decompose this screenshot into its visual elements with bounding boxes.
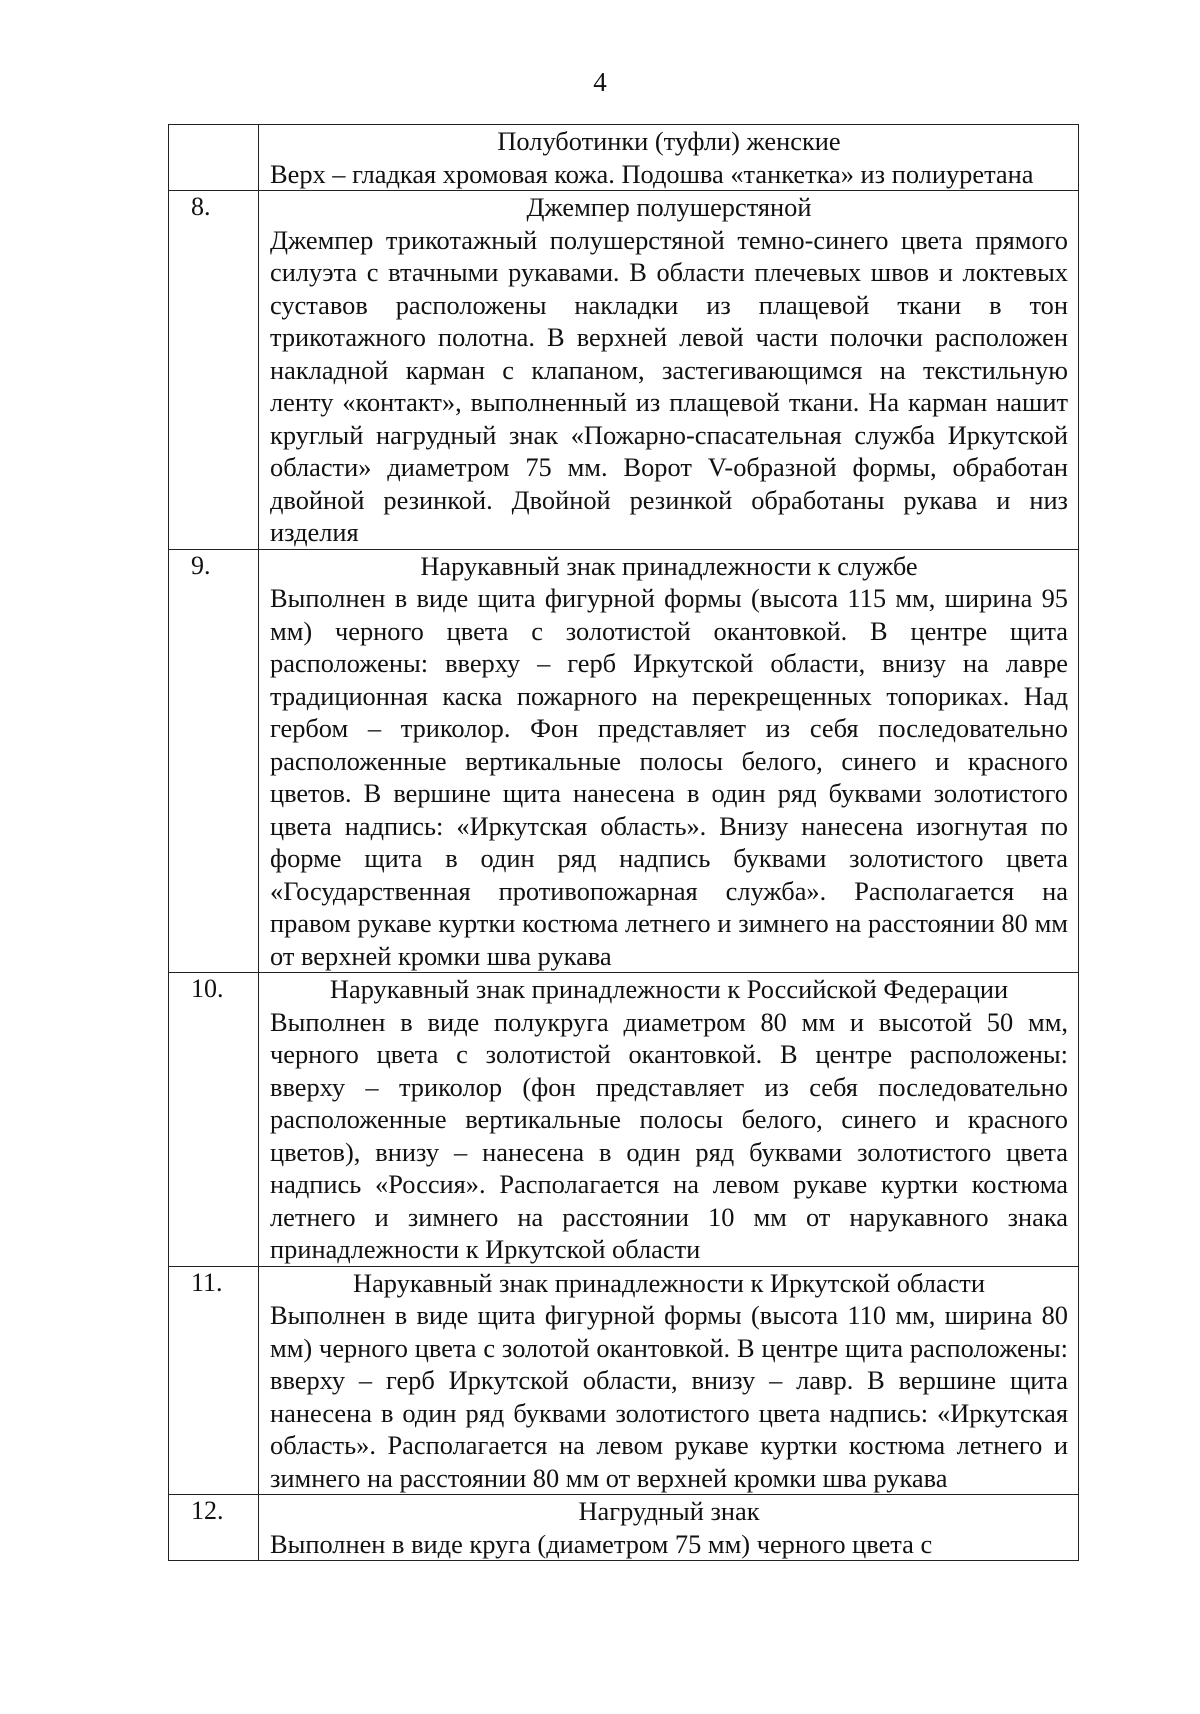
row-content (259, 1266, 1079, 1495)
table-row (169, 125, 1079, 191)
specification-table (168, 124, 1079, 1561)
table-row (169, 549, 1079, 973)
item-title: Нарукавный знак принадлежности к Российской Федерации (329, 974, 1009, 1004)
table-row (169, 973, 1079, 1267)
item-description: Выполнен в виде щита фигурной формы (высота 115 мм, ширина 95 мм) черного цвета с золотистой окантовкой. В центре щита расположены: вверху – герб Иркутской области, внизу на лавре традиционная каска пожарного на перекрещенных топориках. Над гербом – триколор. Фон представляет из себя последовательно расположенные вертикальные полосы белого, синего и красного цветов. В вершине щита нанесена в один ряд буквами золотистого цвета надпись: «Иркутская область». Внизу нанесена изогнутая по форме щита в один ряд надпись буквами золотистого цвета «Государственная противопожарная служба». Располагается на правом рукаве куртки костюма летнего и зимнего на расстоянии 80 мм от верхней кромки шва рукава (270, 583, 1068, 971)
row-number: 9. (169, 549, 259, 973)
item-description: Джемпер трикотажный полушерстяной темно-синего цвета прямого силуэта с втачными рукавами. В области плечевых швов и локтевых суставов расположены накладки из плащевой ткани в тон трикотажного полотна. В верхней левой части полочки расположен накладной карман с клапаном, застегивающимся на текстильную ленту «контакт», выполненный из плащевой ткани. На карман нашит круглый нагрудный знак «Пожарно-спасательная служба Иркутской области» диаметром 75 мм. Ворот V-образной формы, обработан двойной резинкой. Двойной резинкой обработаны рукава и низ изделия (270, 224, 1068, 547)
row-content (259, 191, 1079, 550)
row-number (169, 125, 259, 191)
table-row (169, 1266, 1079, 1495)
row-content (259, 1495, 1079, 1561)
row-number: 12. (169, 1495, 259, 1561)
row-number: 10. (169, 973, 259, 1267)
item-description: Выполнен в виде щита фигурной формы (высота 110 мм, ширина 80 мм) черного цвета с золотой окантовкой. В центре щита расположены: вверху – герб Иркутской области, внизу – лавр. В вершине щита нанесена в один ряд буквами золотистого цвета надпись: «Иркутская область». Располагается на левом рукаве куртки костюма летнего и зимнего на расстоянии 80 мм от верхней кромки шва рукава (270, 1300, 1068, 1493)
row-number: 8. (169, 191, 259, 550)
item-description: Верх – гладкая хромовая кожа. Подошва «танкетка» из полиуретана (270, 158, 1034, 189)
item-description: Выполнен в виде круга (диаметром 75 мм) черного цвета с (270, 1528, 933, 1559)
item-title: Полуботинки (туфли) женские (497, 126, 841, 156)
item-title: Джемпер полушерстяной (526, 192, 812, 222)
row-content (259, 125, 1079, 191)
row-number: 11. (169, 1266, 259, 1495)
row-content (259, 973, 1079, 1267)
row-content (259, 549, 1079, 973)
item-title: Нарукавный знак принадлежности к Иркутской области (353, 1267, 985, 1298)
item-title: Нарукавный знак принадлежности к службе (420, 550, 918, 581)
page-number: 4 (593, 67, 607, 97)
table-row (169, 191, 1079, 550)
item-title: Нагрудный знак (578, 1496, 760, 1526)
item-description: Выполнен в виде полукруга диаметром 80 мм и высотой 50 мм, черного цвета с золотистой окантовкой. В центре расположены: вверху – триколор (фон представляет из себя последовательно расположенные вертикальные полосы белого, синего и красного цветов), внизу – нанесена в один ряд буквами золотистого цвета надпись «Россия». Располагается на левом рукаве куртки костюма летнего и зимнего на расстоянии 10 мм от нарукавного знака принадлежности к Иркутской области (270, 1006, 1068, 1264)
table-row (169, 1495, 1079, 1561)
